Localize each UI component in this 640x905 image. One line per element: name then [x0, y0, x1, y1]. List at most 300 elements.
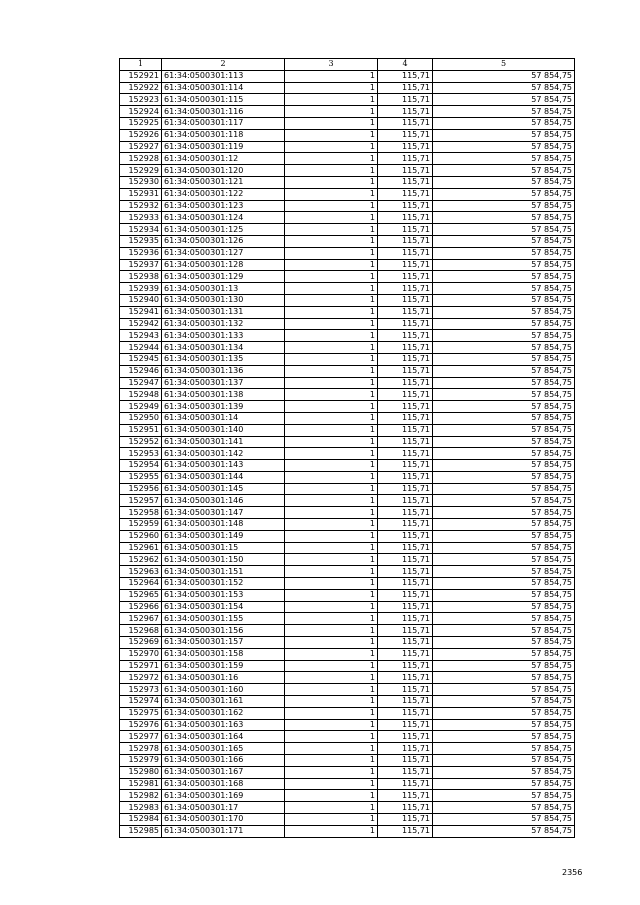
- cadastral-number-cell: 61:34:0500301:149: [162, 530, 285, 542]
- amount-cell: 57 854,75: [433, 530, 575, 542]
- area-cell: 115,71: [378, 731, 433, 743]
- area-cell: 115,71: [378, 637, 433, 649]
- row-number-cell: 152976: [120, 719, 162, 731]
- row-number-cell: 152950: [120, 412, 162, 424]
- area-cell: 115,71: [378, 259, 433, 271]
- table-row: [120, 719, 575, 731]
- area-cell: 115,71: [378, 365, 433, 377]
- cadastral-number-cell: 61:34:0500301:12: [162, 153, 285, 165]
- cadastral-number-cell: 61:34:0500301:165: [162, 743, 285, 755]
- area-cell: 115,71: [378, 589, 433, 601]
- table-row: [120, 377, 575, 389]
- amount-cell: 57 854,75: [433, 601, 575, 613]
- table-row: [120, 188, 575, 200]
- count-cell: 1: [285, 625, 378, 637]
- count-cell: 1: [285, 731, 378, 743]
- table-row: [120, 554, 575, 566]
- row-number-cell: 152979: [120, 755, 162, 767]
- cadastral-number-cell: 61:34:0500301:134: [162, 342, 285, 354]
- table-row: [120, 660, 575, 672]
- row-number-cell: 152941: [120, 306, 162, 318]
- row-number-cell: 152942: [120, 318, 162, 330]
- count-cell: 1: [285, 719, 378, 731]
- area-cell: 115,71: [378, 755, 433, 767]
- amount-cell: 57 854,75: [433, 483, 575, 495]
- cadastral-number-cell: 61:34:0500301:140: [162, 424, 285, 436]
- row-number-cell: 152926: [120, 129, 162, 141]
- cadastral-number-cell: 61:34:0500301:139: [162, 401, 285, 413]
- count-cell: 1: [285, 141, 378, 153]
- amount-cell: 57 854,75: [433, 117, 575, 129]
- cadastral-number-cell: 61:34:0500301:14: [162, 412, 285, 424]
- amount-cell: 57 854,75: [433, 412, 575, 424]
- area-cell: 115,71: [378, 613, 433, 625]
- area-cell: 115,71: [378, 519, 433, 531]
- table-row: [120, 424, 575, 436]
- amount-cell: 57 854,75: [433, 283, 575, 295]
- amount-cell: 57 854,75: [433, 306, 575, 318]
- area-cell: 115,71: [378, 648, 433, 660]
- area-cell: 115,71: [378, 235, 433, 247]
- cadastral-number-cell: 61:34:0500301:129: [162, 271, 285, 283]
- amount-cell: 57 854,75: [433, 648, 575, 660]
- cadastral-number-cell: 61:34:0500301:162: [162, 707, 285, 719]
- table-row: [120, 235, 575, 247]
- table-row: [120, 566, 575, 578]
- table-row: [120, 129, 575, 141]
- amount-cell: 57 854,75: [433, 625, 575, 637]
- cadastral-number-cell: 61:34:0500301:164: [162, 731, 285, 743]
- count-cell: 1: [285, 566, 378, 578]
- area-cell: 115,71: [378, 176, 433, 188]
- amount-cell: 57 854,75: [433, 70, 575, 82]
- cadastral-number-cell: 61:34:0500301:163: [162, 719, 285, 731]
- table-row: [120, 601, 575, 613]
- table-header: [120, 59, 575, 71]
- cadastral-number-cell: 61:34:0500301:114: [162, 82, 285, 94]
- count-cell: 1: [285, 318, 378, 330]
- table-row: [120, 247, 575, 259]
- amount-cell: 57 854,75: [433, 330, 575, 342]
- cadastral-number-cell: 61:34:0500301:138: [162, 389, 285, 401]
- area-cell: 115,71: [378, 306, 433, 318]
- count-cell: 1: [285, 766, 378, 778]
- cadastral-number-cell: 61:34:0500301:168: [162, 778, 285, 790]
- row-number-cell: 152928: [120, 153, 162, 165]
- area-cell: 115,71: [378, 188, 433, 200]
- count-cell: 1: [285, 707, 378, 719]
- row-number-cell: 152949: [120, 401, 162, 413]
- amount-cell: 57 854,75: [433, 802, 575, 814]
- row-number-cell: 152936: [120, 247, 162, 259]
- count-cell: 1: [285, 377, 378, 389]
- count-cell: 1: [285, 271, 378, 283]
- area-cell: 115,71: [378, 106, 433, 118]
- table-row: [120, 176, 575, 188]
- count-cell: 1: [285, 578, 378, 590]
- cadastral-number-cell: 61:34:0500301:166: [162, 755, 285, 767]
- area-cell: 115,71: [378, 129, 433, 141]
- amount-cell: 57 854,75: [433, 766, 575, 778]
- cadastral-number-cell: 61:34:0500301:120: [162, 165, 285, 177]
- amount-cell: 57 854,75: [433, 247, 575, 259]
- area-cell: 115,71: [378, 507, 433, 519]
- count-cell: 1: [285, 94, 378, 106]
- count-cell: 1: [285, 778, 378, 790]
- amount-cell: 57 854,75: [433, 389, 575, 401]
- area-cell: 115,71: [378, 141, 433, 153]
- row-number-cell: 152934: [120, 224, 162, 236]
- count-cell: 1: [285, 554, 378, 566]
- amount-cell: 57 854,75: [433, 377, 575, 389]
- row-number-cell: 152939: [120, 283, 162, 295]
- cadastral-number-cell: 61:34:0500301:136: [162, 365, 285, 377]
- amount-cell: 57 854,75: [433, 778, 575, 790]
- count-cell: 1: [285, 200, 378, 212]
- row-number-cell: 152925: [120, 117, 162, 129]
- table-row: [120, 389, 575, 401]
- cadastral-number-cell: 61:34:0500301:137: [162, 377, 285, 389]
- row-number-cell: 152983: [120, 802, 162, 814]
- row-number-cell: 152955: [120, 471, 162, 483]
- area-cell: 115,71: [378, 353, 433, 365]
- table-row: [120, 507, 575, 519]
- cadastral-number-cell: 61:34:0500301:17: [162, 802, 285, 814]
- table-row: [120, 825, 575, 837]
- cadastral-number-cell: 61:34:0500301:117: [162, 117, 285, 129]
- amount-cell: 57 854,75: [433, 94, 575, 106]
- cadastral-number-cell: 61:34:0500301:142: [162, 448, 285, 460]
- amount-cell: 57 854,75: [433, 82, 575, 94]
- row-number-cell: 152921: [120, 70, 162, 82]
- table-row: [120, 117, 575, 129]
- cadastral-number-cell: 61:34:0500301:167: [162, 766, 285, 778]
- row-number-cell: 152929: [120, 165, 162, 177]
- column-header-3: 3: [285, 59, 378, 71]
- area-cell: 115,71: [378, 377, 433, 389]
- cadastral-number-cell: 61:34:0500301:146: [162, 495, 285, 507]
- row-number-cell: 152963: [120, 566, 162, 578]
- row-number-cell: 152927: [120, 141, 162, 153]
- amount-cell: 57 854,75: [433, 448, 575, 460]
- row-number-cell: 152932: [120, 200, 162, 212]
- table-row: [120, 766, 575, 778]
- area-cell: 115,71: [378, 578, 433, 590]
- cadastral-number-cell: 61:34:0500301:143: [162, 460, 285, 472]
- row-number-cell: 152959: [120, 519, 162, 531]
- table-row: [120, 637, 575, 649]
- table-row: [120, 743, 575, 755]
- area-cell: 115,71: [378, 778, 433, 790]
- area-cell: 115,71: [378, 117, 433, 129]
- table-row: [120, 778, 575, 790]
- amount-cell: 57 854,75: [433, 719, 575, 731]
- amount-cell: 57 854,75: [433, 660, 575, 672]
- amount-cell: 57 854,75: [433, 424, 575, 436]
- cadastral-number-cell: 61:34:0500301:169: [162, 790, 285, 802]
- table-row: [120, 318, 575, 330]
- amount-cell: 57 854,75: [433, 471, 575, 483]
- count-cell: 1: [285, 224, 378, 236]
- cadastral-number-cell: 61:34:0500301:116: [162, 106, 285, 118]
- count-cell: 1: [285, 401, 378, 413]
- count-cell: 1: [285, 259, 378, 271]
- table-body: [120, 70, 575, 837]
- amount-cell: 57 854,75: [433, 554, 575, 566]
- table-row: [120, 589, 575, 601]
- count-cell: 1: [285, 153, 378, 165]
- row-number-cell: 152961: [120, 542, 162, 554]
- table-row: [120, 672, 575, 684]
- amount-cell: 57 854,75: [433, 542, 575, 554]
- cadastral-number-cell: 61:34:0500301:135: [162, 353, 285, 365]
- table-row: [120, 153, 575, 165]
- count-cell: 1: [285, 495, 378, 507]
- area-cell: 115,71: [378, 412, 433, 424]
- amount-cell: 57 854,75: [433, 578, 575, 590]
- area-cell: 115,71: [378, 471, 433, 483]
- count-cell: 1: [285, 743, 378, 755]
- table-row: [120, 94, 575, 106]
- table-row: [120, 283, 575, 295]
- row-number-cell: 152967: [120, 613, 162, 625]
- area-cell: 115,71: [378, 342, 433, 354]
- row-number-cell: 152969: [120, 637, 162, 649]
- count-cell: 1: [285, 283, 378, 295]
- count-cell: 1: [285, 755, 378, 767]
- table-row: [120, 707, 575, 719]
- table-row: [120, 684, 575, 696]
- table-row: [120, 648, 575, 660]
- table-row: [120, 412, 575, 424]
- row-number-cell: 152984: [120, 814, 162, 826]
- table-row: [120, 212, 575, 224]
- amount-cell: 57 854,75: [433, 436, 575, 448]
- table-row: [120, 200, 575, 212]
- amount-cell: 57 854,75: [433, 731, 575, 743]
- table-row: [120, 106, 575, 118]
- count-cell: 1: [285, 165, 378, 177]
- amount-cell: 57 854,75: [433, 672, 575, 684]
- row-number-cell: 152975: [120, 707, 162, 719]
- column-header-2: 2: [162, 59, 285, 71]
- row-number-cell: 152974: [120, 696, 162, 708]
- table-row: [120, 342, 575, 354]
- cadastral-number-cell: 61:34:0500301:158: [162, 648, 285, 660]
- table-row: [120, 141, 575, 153]
- row-number-cell: 152943: [120, 330, 162, 342]
- table-row: [120, 259, 575, 271]
- area-cell: 115,71: [378, 401, 433, 413]
- amount-cell: 57 854,75: [433, 342, 575, 354]
- count-cell: 1: [285, 330, 378, 342]
- cadastral-number-cell: 61:34:0500301:131: [162, 306, 285, 318]
- amount-cell: 57 854,75: [433, 495, 575, 507]
- count-cell: 1: [285, 424, 378, 436]
- cadastral-number-cell: 61:34:0500301:115: [162, 94, 285, 106]
- table-row: [120, 294, 575, 306]
- area-cell: 115,71: [378, 660, 433, 672]
- cadastral-number-cell: 61:34:0500301:153: [162, 589, 285, 601]
- table-row: [120, 814, 575, 826]
- column-header-1: 1: [120, 59, 162, 71]
- cadastral-number-cell: 61:34:0500301:150: [162, 554, 285, 566]
- count-cell: 1: [285, 294, 378, 306]
- row-number-cell: 152944: [120, 342, 162, 354]
- count-cell: 1: [285, 436, 378, 448]
- count-cell: 1: [285, 802, 378, 814]
- amount-cell: 57 854,75: [433, 589, 575, 601]
- column-header-4: 4: [378, 59, 433, 71]
- count-cell: 1: [285, 648, 378, 660]
- cadastral-number-cell: 61:34:0500301:124: [162, 212, 285, 224]
- count-cell: 1: [285, 306, 378, 318]
- table-row: [120, 436, 575, 448]
- count-cell: 1: [285, 825, 378, 837]
- count-cell: 1: [285, 613, 378, 625]
- row-number-cell: 152930: [120, 176, 162, 188]
- amount-cell: 57 854,75: [433, 153, 575, 165]
- row-number-cell: 152972: [120, 672, 162, 684]
- cadastral-number-cell: 61:34:0500301:171: [162, 825, 285, 837]
- table-row: [120, 790, 575, 802]
- area-cell: 115,71: [378, 70, 433, 82]
- row-number-cell: 152937: [120, 259, 162, 271]
- row-number-cell: 152951: [120, 424, 162, 436]
- amount-cell: 57 854,75: [433, 790, 575, 802]
- amount-cell: 57 854,75: [433, 129, 575, 141]
- data-table: [119, 58, 575, 838]
- area-cell: 115,71: [378, 790, 433, 802]
- table-row: [120, 330, 575, 342]
- row-number-cell: 152923: [120, 94, 162, 106]
- table-row: [120, 625, 575, 637]
- area-cell: 115,71: [378, 802, 433, 814]
- count-cell: 1: [285, 637, 378, 649]
- count-cell: 1: [285, 412, 378, 424]
- table-row: [120, 271, 575, 283]
- row-number-cell: 152958: [120, 507, 162, 519]
- area-cell: 115,71: [378, 483, 433, 495]
- amount-cell: 57 854,75: [433, 318, 575, 330]
- cadastral-number-cell: 61:34:0500301:144: [162, 471, 285, 483]
- count-cell: 1: [285, 519, 378, 531]
- count-cell: 1: [285, 353, 378, 365]
- row-number-cell: 152938: [120, 271, 162, 283]
- table-row: [120, 495, 575, 507]
- row-number-cell: 152968: [120, 625, 162, 637]
- area-cell: 115,71: [378, 436, 433, 448]
- row-number-cell: 152931: [120, 188, 162, 200]
- count-cell: 1: [285, 70, 378, 82]
- area-cell: 115,71: [378, 212, 433, 224]
- amount-cell: 57 854,75: [433, 519, 575, 531]
- amount-cell: 57 854,75: [433, 707, 575, 719]
- cadastral-number-cell: 61:34:0500301:152: [162, 578, 285, 590]
- area-cell: 115,71: [378, 294, 433, 306]
- cadastral-number-cell: 61:34:0500301:123: [162, 200, 285, 212]
- area-cell: 115,71: [378, 707, 433, 719]
- amount-cell: 57 854,75: [433, 165, 575, 177]
- row-number-cell: 152985: [120, 825, 162, 837]
- count-cell: 1: [285, 696, 378, 708]
- count-cell: 1: [285, 471, 378, 483]
- amount-cell: 57 854,75: [433, 259, 575, 271]
- cadastral-number-cell: 61:34:0500301:145: [162, 483, 285, 495]
- row-number-cell: 152965: [120, 589, 162, 601]
- cadastral-number-cell: 61:34:0500301:161: [162, 696, 285, 708]
- area-cell: 115,71: [378, 448, 433, 460]
- area-cell: 115,71: [378, 82, 433, 94]
- column-header-5: 5: [433, 59, 575, 71]
- amount-cell: 57 854,75: [433, 176, 575, 188]
- table-row: [120, 70, 575, 82]
- amount-cell: 57 854,75: [433, 460, 575, 472]
- amount-cell: 57 854,75: [433, 188, 575, 200]
- amount-cell: 57 854,75: [433, 825, 575, 837]
- table-row: [120, 755, 575, 767]
- cadastral-number-cell: 61:34:0500301:121: [162, 176, 285, 188]
- count-cell: 1: [285, 106, 378, 118]
- area-cell: 115,71: [378, 530, 433, 542]
- table-row: [120, 448, 575, 460]
- row-number-cell: 152970: [120, 648, 162, 660]
- count-cell: 1: [285, 542, 378, 554]
- cadastral-number-cell: 61:34:0500301:118: [162, 129, 285, 141]
- amount-cell: 57 854,75: [433, 365, 575, 377]
- row-number-cell: 152924: [120, 106, 162, 118]
- table-row: [120, 224, 575, 236]
- cadastral-number-cell: 61:34:0500301:157: [162, 637, 285, 649]
- amount-cell: 57 854,75: [433, 294, 575, 306]
- row-number-cell: 152946: [120, 365, 162, 377]
- cadastral-number-cell: 61:34:0500301:113: [162, 70, 285, 82]
- table-row: [120, 353, 575, 365]
- table-row: [120, 306, 575, 318]
- count-cell: 1: [285, 117, 378, 129]
- count-cell: 1: [285, 530, 378, 542]
- row-number-cell: 152940: [120, 294, 162, 306]
- count-cell: 1: [285, 814, 378, 826]
- cadastral-number-cell: 61:34:0500301:15: [162, 542, 285, 554]
- area-cell: 115,71: [378, 814, 433, 826]
- amount-cell: 57 854,75: [433, 755, 575, 767]
- table-row: [120, 401, 575, 413]
- table-row: [120, 165, 575, 177]
- cadastral-number-cell: 61:34:0500301:127: [162, 247, 285, 259]
- amount-cell: 57 854,75: [433, 141, 575, 153]
- area-cell: 115,71: [378, 825, 433, 837]
- area-cell: 115,71: [378, 719, 433, 731]
- amount-cell: 57 854,75: [433, 235, 575, 247]
- table-row: [120, 530, 575, 542]
- row-number-cell: 152947: [120, 377, 162, 389]
- area-cell: 115,71: [378, 672, 433, 684]
- count-cell: 1: [285, 790, 378, 802]
- amount-cell: 57 854,75: [433, 212, 575, 224]
- row-number-cell: 152935: [120, 235, 162, 247]
- area-cell: 115,71: [378, 330, 433, 342]
- cadastral-number-cell: 61:34:0500301:130: [162, 294, 285, 306]
- row-number-cell: 152973: [120, 684, 162, 696]
- count-cell: 1: [285, 684, 378, 696]
- cadastral-number-cell: 61:34:0500301:155: [162, 613, 285, 625]
- area-cell: 115,71: [378, 696, 433, 708]
- area-cell: 115,71: [378, 542, 433, 554]
- area-cell: 115,71: [378, 271, 433, 283]
- cadastral-number-cell: 61:34:0500301:13: [162, 283, 285, 295]
- count-cell: 1: [285, 460, 378, 472]
